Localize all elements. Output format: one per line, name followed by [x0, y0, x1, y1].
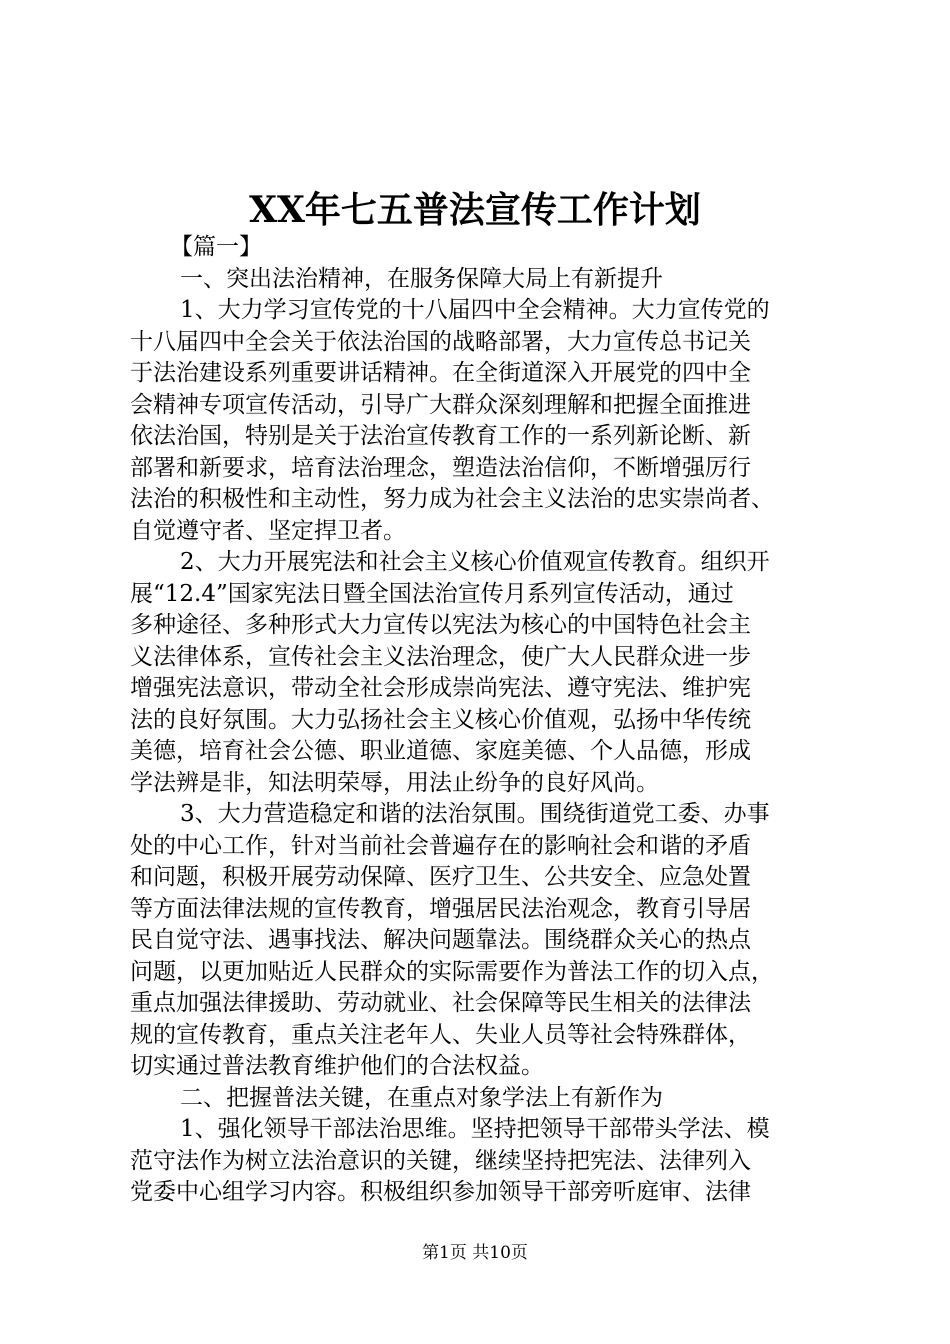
body-line: 范守法作为树立法治意识的关键，继续坚持把宪法、法律列入	[130, 1147, 751, 1174]
body-line: 展“12.4”国家宪法日暨全国法治宣传月系列宣传活动，通过	[130, 580, 734, 607]
body-line: 增强宪法意识，带动全社会形成崇尚宪法、遵守宪法、维护宪	[130, 675, 751, 701]
body-line: 学法辨是非，知法明荣辱，用法止纷争的良好风尚。	[130, 769, 659, 796]
body-line: 部署和新要求，培育法治理念，塑造法治信仰，不断增强厉行	[130, 454, 751, 481]
body-line: 于法治建设系列重要讲话精神。在全街道深入开展党的四中全	[130, 360, 751, 386]
body-line: 一、突出法治精神，在服务保障大局上有新提升	[180, 265, 663, 292]
body-line: 会精神专项宣传活动，引导广大群众深刻理解和把握全面推进	[130, 391, 751, 418]
document-body	[130, 232, 830, 1209]
body-line: 义法律体系，宣传社会主义法治理念，使广大人民群众进一步	[130, 643, 751, 670]
body-line: 3、大力营造稳定和谐的法治氛围。围绕街道党工委、办事	[180, 801, 770, 827]
body-line: 2、大力开展宪法和社会主义核心价值观宣传教育。组织开	[180, 549, 770, 575]
body-line: 二、把握普法关键，在重点对象学法上有新作为	[180, 1084, 663, 1111]
body-line: 多种途径、多种形式大力宣传以宪法为核心的中国特色社会主	[130, 612, 751, 638]
page-footer: 第1页 共10页	[422, 1243, 528, 1263]
body-line: 1、大力学习宣传党的十八届四中全会精神。大力宣传党的	[180, 297, 770, 323]
body-line: 重点加强法律援助、劳动就业、社会保障等民生相关的法律法	[130, 990, 751, 1016]
body-line: 法的良好氛围。大力弘扬社会主义核心价值观，弘扬中华传统	[130, 706, 751, 733]
document-title: XX年七五普法宣传工作计划	[249, 189, 701, 231]
body-line: 等方面法律法规的宣传教育，增强居民法治观念，教育引导居	[130, 895, 751, 922]
body-line: 十八届四中全会关于依法治国的战略部署，大力宣传总书记关	[130, 328, 751, 355]
body-line: 【篇一】	[170, 234, 262, 260]
body-line: 切实通过普法教育维护他们的合法权益。	[130, 1053, 544, 1079]
body-line: 问题，以更加贴近人民群众的实际需要作为普法工作的切入点，	[130, 958, 774, 985]
body-line: 美德，培育社会公德、职业道德、家庭美德、个人品德，形成	[130, 738, 751, 764]
body-line: 法治的积极性和主动性，努力成为社会主义法治的忠实崇尚者、	[130, 486, 774, 512]
body-line: 1、强化领导干部法治思维。坚持把领导干部带头学法、模	[180, 1116, 770, 1142]
body-line: 规的宣传教育，重点关注老年人、失业人员等社会特殊群体，	[130, 1021, 751, 1048]
body-line: 依法治国，特别是关于法治宣传教育工作的一系列新论断、新	[130, 423, 751, 449]
body-line: 民自觉守法、遇事找法、解决问题靠法。围绕群众关心的热点	[130, 927, 751, 953]
body-line: 党委中心组学习内容。积极组织参加领导干部旁听庭审、法律	[130, 1179, 751, 1205]
body-line: 处的中心工作，针对当前社会普遍存在的影响社会和谐的矛盾	[130, 832, 751, 859]
body-line: 和问题，积极开展劳动保障、医疗卫生、公共安全、应急处置	[130, 864, 751, 890]
body-line: 自觉遵守者、坚定捍卫者。	[130, 517, 406, 544]
